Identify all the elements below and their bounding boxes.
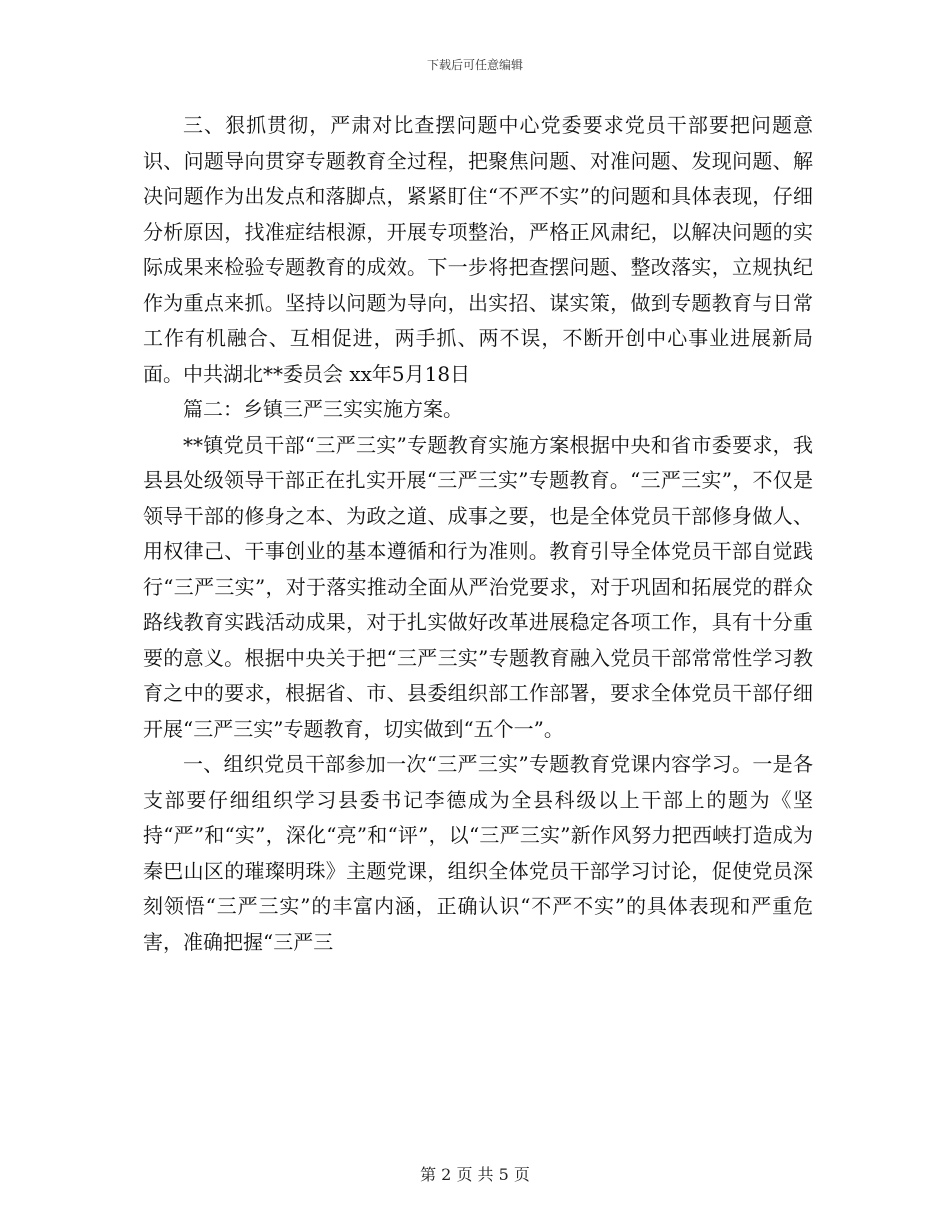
document-body	[143, 108, 813, 960]
paragraph-party-lesson: 一、组织党员干部参加一次“三严三实”专题教育党课内容学习。一是各支部要仔细组织学习县委书记李德成为全县科级以上干部上的题为《坚持“严”和“实”，深化“亮”和“评”，以“三严三实”新作风努力把西峡打造成为秦巴山区的璀璨明珠》主题党课，组织全体党员干部学习讨论，促使党员深刻领悟“三严三实”的丰富内涵，正确认识“不严不实”的具体表现和严重危害，准确把握“三严三	[143, 752, 813, 954]
page-number: 第 2 页 共 5 页	[420, 1165, 530, 1184]
page-header: 下载后可任意编辑	[426, 58, 523, 72]
paragraph-section-title: 篇二：乡镇三严三实实施方案。	[183, 397, 463, 421]
paragraph-rectification: 三、狠抓贯彻，严肃对比查摆问题中心党委要求党员干部要把问题意识、问题导向贯穿专题教育全过程，把聚焦问题、对准问题、发现问题、解决问题作为出发点和落脚点，紧紧盯住“不严不实”的问题和具体表现，仔细分析原因，找准症结根源，开展专项整治，严格正风肃纪，以解决问题的实际成果来检验专题教育的成效。下一步将把查摆问题、整改落实，立规执纪作为重点来抓。坚持以问题为导向，出实招、谋实策，做到专题教育与日常工作有机融合、互相促进，两手抓、两不误，不断开创中心事业进展新局面。中共湖北**委员会 xx年5月18日	[143, 113, 813, 386]
paragraph-implementation-plan: **镇党员干部“三严三实”专题教育实施方案根据中央和省市委要求，我县县处级领导干部正在扎实开展“三严三实”专题教育。“三严三实”，不仅是领导干部的修身之本、为政之道、成事之要，也是全体党员干部修身做人、用权律己、干事创业的基本遵循和行为准则。教育引导全体党员干部自觉践行“三严三实”，对于落实推动全面从严治党要求，对于巩固和拓展党的群众路线教育实践活动成果，对于扎实做好改革进展稳定各项工作，具有十分重要的意义。根据中央关于把“三严三实”专题教育融入党员干部常常性学习教育之中的要求，根据省、市、县委组织部工作部署，要求全体党员干部仔细开展“三严三实”专题教育，切实做到“五个一”。	[143, 432, 813, 741]
